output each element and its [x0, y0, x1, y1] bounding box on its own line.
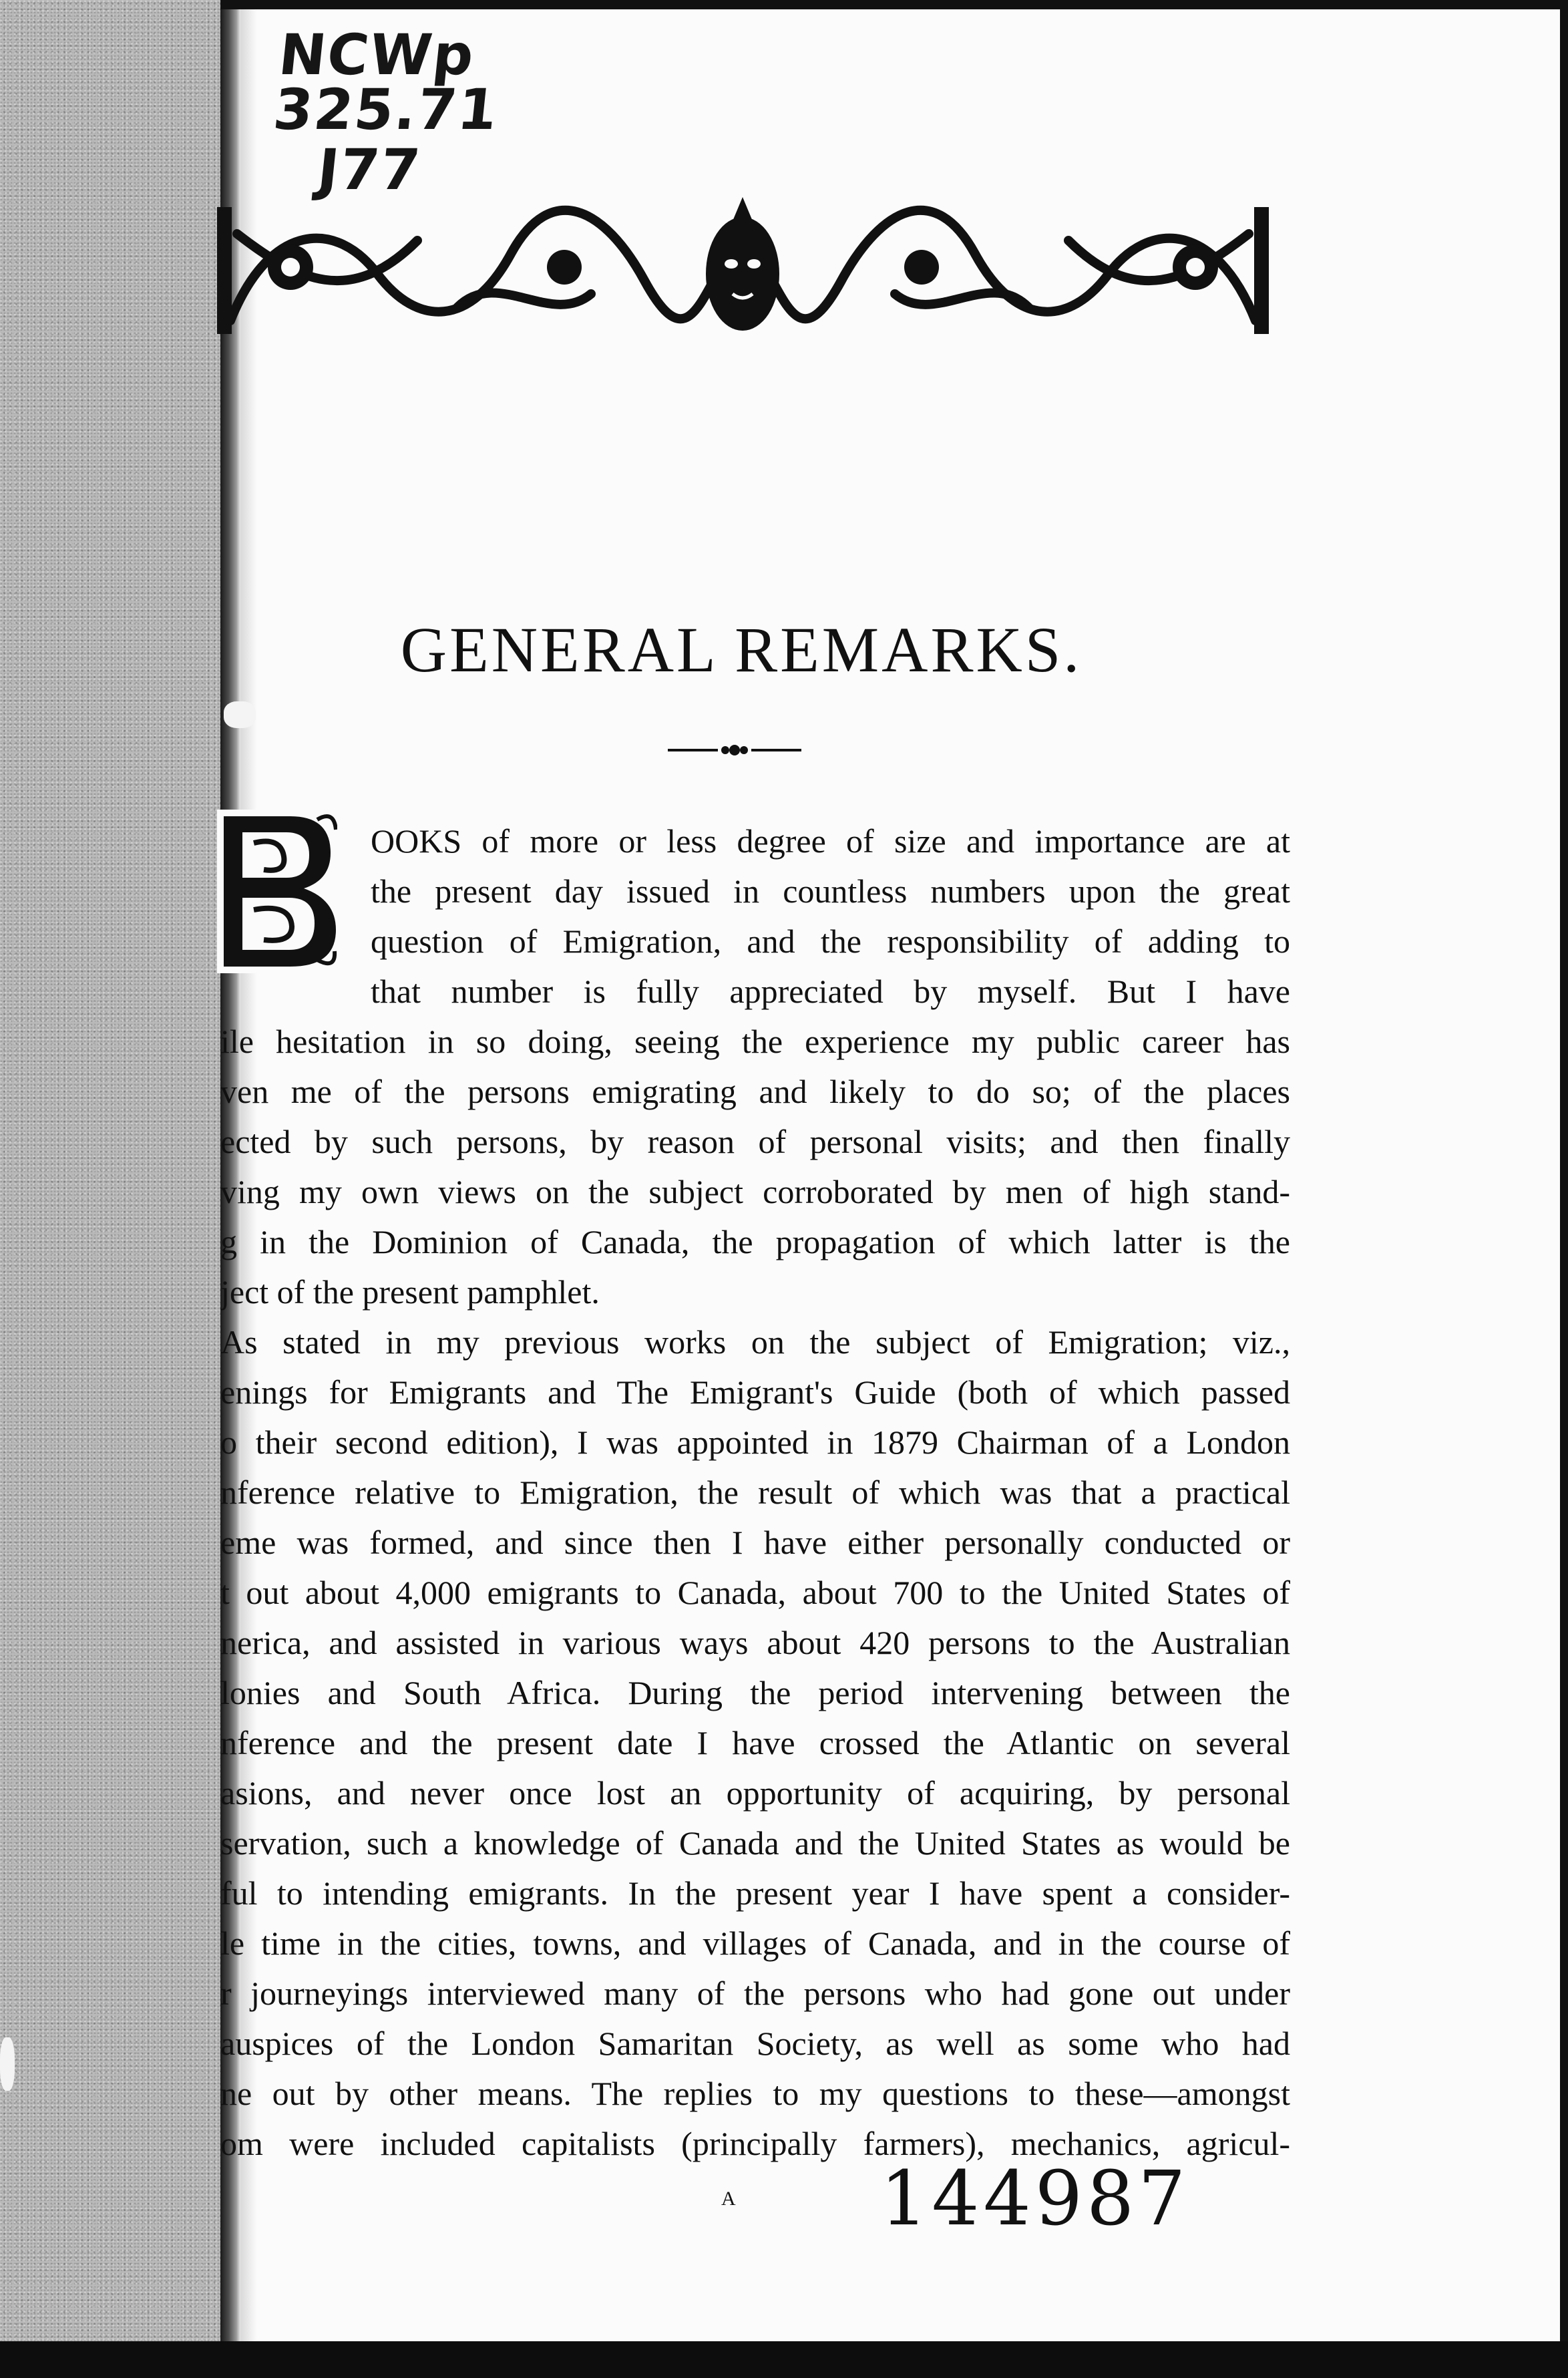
body-line: auspices of the London Samaritan Society, as well as some who had [220, 2025, 1290, 2062]
body-line: question of Emigration, and the responsibility of adding to [371, 922, 1290, 960]
paper-speck [0, 2037, 15, 2091]
body-line: ject of the present pamphlet. [220, 1273, 600, 1311]
body-line: ven me of the persons emigrating and likely to do so; of the places [220, 1073, 1290, 1110]
body-line: ne out by other means. The replies to my questions to these—amongst [220, 2075, 1290, 2112]
body-line: nerica, and assisted in various ways about 420 persons to the Australian [220, 1624, 1290, 1661]
body-line: ected by such persons, by reason of personal visits; and then finally [220, 1123, 1290, 1160]
accession-number-stamp: 144987 [880, 2156, 1190, 2242]
body-line: enings for Emigrants and The Emigrant's Guide (both of which passed [220, 1373, 1290, 1411]
body-line: ful to intending emigrants. In the present year I have spent a consider- [220, 1874, 1290, 1912]
library-mark-line-3: J77 [314, 137, 425, 202]
body-line: om were included capitalists (principally farmers), mechanics, agricul- [220, 2125, 1290, 2162]
body-line: servation, such a knowledge of Canada and the United States as would be [220, 1824, 1290, 1862]
body-line: le time in the cities, towns, and villages of Canada, and in the course of [220, 1924, 1290, 1962]
body-line: that number is fully appreciated by myself. But I have [371, 973, 1290, 1010]
body-line: ving my own views on the subject corroborated by men of high stand- [220, 1173, 1290, 1210]
book-binding-edge [0, 0, 220, 2378]
scan-top-border [220, 0, 1568, 9]
drop-cap-b [217, 810, 337, 973]
body-line: eme was formed, and since then I have either personally conducted or [220, 1524, 1290, 1561]
title-divider [668, 740, 801, 760]
body-line: the present day issued in countless numbers upon the great [371, 872, 1290, 910]
library-mark-line-1: NCWp [275, 22, 478, 88]
body-line: ile hesitation in so doing, seeing the experience my public career has [220, 1023, 1290, 1060]
scan-right-border [1560, 0, 1568, 2378]
body-line: r journeyings interviewed many of the persons who had gone out under [220, 1975, 1290, 2012]
paper-speck [224, 701, 256, 728]
body-line: t out about 4,000 emigrants to Canada, about 700 to the United States of [220, 1574, 1290, 1611]
scan-bottom-border [0, 2341, 1568, 2378]
body-line: nference relative to Emigration, the result of which was that a practical [220, 1474, 1290, 1511]
body-line: nference and the present date I have crossed the Atlantic on several [220, 1724, 1290, 1761]
page-title: GENERAL REMARKS. [400, 614, 1083, 685]
library-mark-line-2: 325.71 [270, 77, 502, 142]
signature-mark: A [721, 2188, 736, 2210]
body-line: As stated in my previous works on the subject of Emigration; viz., [220, 1323, 1290, 1361]
body-line: g in the Dominion of Canada, the propagation of which latter is the [220, 1223, 1290, 1260]
body-line: lonies and South Africa. During the period intervening between the [220, 1674, 1290, 1711]
body-line: OOKS of more or less degree of size and importance are at [371, 822, 1290, 860]
ornamental-headpiece [217, 194, 1269, 347]
body-line: o their second edition), I was appointed in 1879 Chairman of a London [220, 1423, 1290, 1461]
body-line: asions, and never once lost an opportunity of acquiring, by personal [220, 1774, 1290, 1812]
